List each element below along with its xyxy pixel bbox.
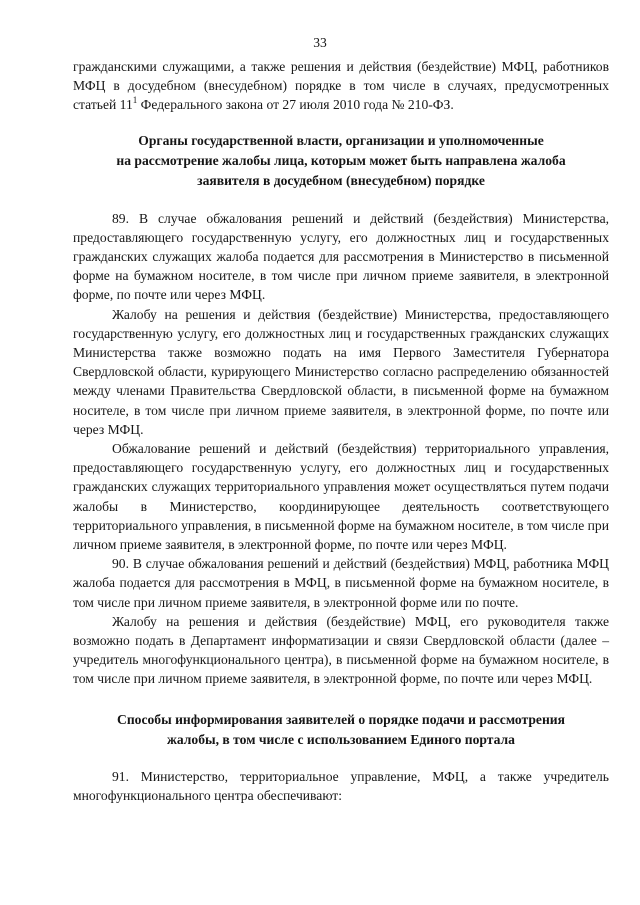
heading-line: заявителя в досудебном (внесудебном) порядке	[197, 172, 485, 188]
paragraph-89: 89. В случае обжалования решений и действий (бездействия) Министерства, предоставляющего государственную услугу, его должностных лиц и государственных гражданских служащих жалоба подается для рассмотрения в Министерство в письменной форме на бумажном носителе, в том числе при личном приеме заявителя, в электронной форме, по почте или через МФЦ.	[73, 210, 609, 303]
intro-text-after-footnote: Федерального закона от 27 июля 2010 года № 210-ФЗ.	[137, 97, 454, 113]
section-heading-informing-methods	[73, 710, 609, 750]
heading-line: жалобы, в том числе с использованием Единого портала	[167, 731, 515, 747]
paragraph-91: 91. Министерство, территориальное управление, МФЦ, а также учредитель многофункционального центра обеспечивают:	[73, 768, 609, 803]
intro-text-before-footnote: гражданскими служащими, а также решения и действия (бездействие) МФЦ, работников МФЦ в досудебном (внесудебном) порядке в том числе в случаях, предусмотренных статьей 11	[73, 59, 609, 113]
heading-line: Органы государственной власти, организации и уполномоченные	[138, 132, 544, 148]
page-content	[73, 57, 609, 805]
heading-line: на рассмотрение жалобы лица, которым может быть направлена жалоба	[116, 152, 566, 168]
heading-line: Способы информирования заявителей о порядке подачи и рассмотрения	[117, 711, 565, 727]
page-number: 33	[313, 35, 327, 50]
paragraph-complaint-territorial: Обжалование решений и действий (бездействия) территориального управления, предоставляющего государственную услугу, его должностных лиц и государственных гражданских служащих территориального управления может осуществляться путем подачи жалобы в Министерство, координирующее деятельность соответствующего территориального управления, в письменной форме на бумажном носителе, в том числе при личном приеме заявителя, в электронной форме, по почте или через МФЦ.	[73, 441, 609, 553]
paragraph-complaint-mfc: Жалобу на решения и действия (бездействие) МФЦ, его руководителя также возможно подать в Департамент информатизации и связи Свердловской области (далее – учредитель многофункционального центра), в письменной форме на бумажном носителе, в том числе при личном приеме заявителя, в электронной форме, по почте или через МФЦ.	[73, 613, 609, 687]
intro-paragraph	[73, 57, 609, 115]
paragraph-90: 90. В случае обжалования решений и действий (бездействия) МФЦ, работника МФЦ жалоба подается для рассмотрения в МФЦ, в письменной форме на бумажном носителе, в том числе при личном приеме заявителя, в электронной форме или по почте.	[73, 556, 609, 610]
paragraph-complaint-ministry: Жалобу на решения и действия (бездействие) Министерства, предоставляющего государственную услугу, его должностных лиц и государственных гражданских служащих Министерства также возможно подать на имя Первого Заместителя Губернатора Свердловской области, курирующего Министерство согласно распределению обязанностей между членами Правительства Свердловской области, в письменной форме на бумажном носителе, в том числе при личном приеме заявителя, в электронной форме, по почте или через МФЦ.	[73, 306, 609, 437]
section-heading-complaint-bodies	[73, 131, 609, 191]
footnote-marker: 1	[132, 95, 138, 106]
